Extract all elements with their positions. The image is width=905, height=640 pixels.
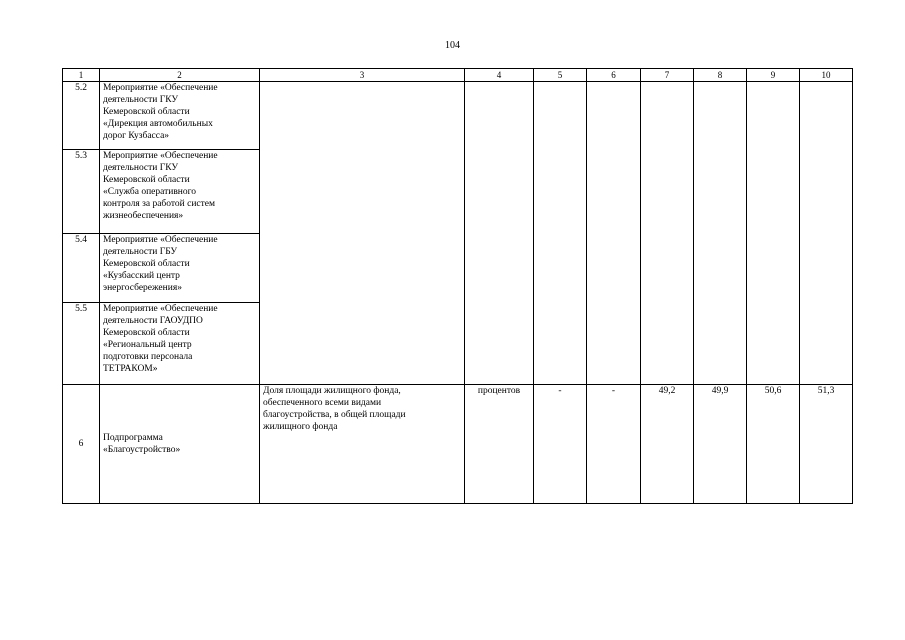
- empty-cell: [694, 82, 747, 385]
- empty-cell: [800, 82, 853, 385]
- empty-cell: [465, 82, 534, 385]
- row-name: Мероприятие «Обеспечение деятельности ГКУ Кемеровской области «Служба оперативного контроля за работой систем жизнеобеспечения»: [100, 150, 260, 234]
- empty-cell: [534, 82, 587, 385]
- value-cell: 49,9: [694, 385, 747, 504]
- row-name: Мероприятие «Обеспечение деятельности ГКУ Кемеровской области «Дирекция автомобильных дорог Кузбасса»: [100, 82, 260, 150]
- row-number: 5.2: [63, 82, 100, 150]
- value-cell: 50,6: [747, 385, 800, 504]
- value-cell: -: [587, 385, 641, 504]
- indicator-name: Доля площади жилищного фонда, обеспеченного всеми видами благоустройства, в общей площади жилищного фонда: [260, 385, 465, 504]
- page-number: 104: [445, 40, 460, 51]
- row-name: Мероприятие «Обеспечение деятельности ГБУ Кемеровской области «Кузбасский центр энергосбережения»: [100, 234, 260, 303]
- empty-cell: [641, 82, 694, 385]
- header-cell: 1: [63, 69, 100, 82]
- row-number: 5.3: [63, 150, 100, 234]
- empty-cell: [747, 82, 800, 385]
- empty-cell: [260, 82, 465, 385]
- header-cell: 7: [641, 69, 694, 82]
- header-cell: 8: [694, 69, 747, 82]
- row-name: Мероприятие «Обеспечение деятельности ГАОУДПО Кемеровской области «Региональный центр подготовки персонала ТЕТРАКОМ»: [100, 303, 260, 385]
- value-cell: 49,2: [641, 385, 694, 504]
- value-cell: 51,3: [800, 385, 853, 504]
- row-number: 6: [63, 385, 100, 504]
- header-cell: 10: [800, 69, 853, 82]
- header-cell: 6: [587, 69, 641, 82]
- row-number: 5.4: [63, 234, 100, 303]
- table-row: [63, 82, 853, 150]
- indicators-table: [62, 68, 853, 504]
- value-cell: -: [534, 385, 587, 504]
- header-cell: 9: [747, 69, 800, 82]
- empty-cell: [587, 82, 641, 385]
- header-cell: 3: [260, 69, 465, 82]
- header-cell: 5: [534, 69, 587, 82]
- table-row: [63, 385, 853, 504]
- row-name: Подпрограмма «Благоустройство»: [100, 385, 260, 504]
- header-row: [63, 69, 853, 82]
- unit-cell: процентов: [465, 385, 534, 504]
- header-cell: 4: [465, 69, 534, 82]
- row-number: 5.5: [63, 303, 100, 385]
- header-cell: 2: [100, 69, 260, 82]
